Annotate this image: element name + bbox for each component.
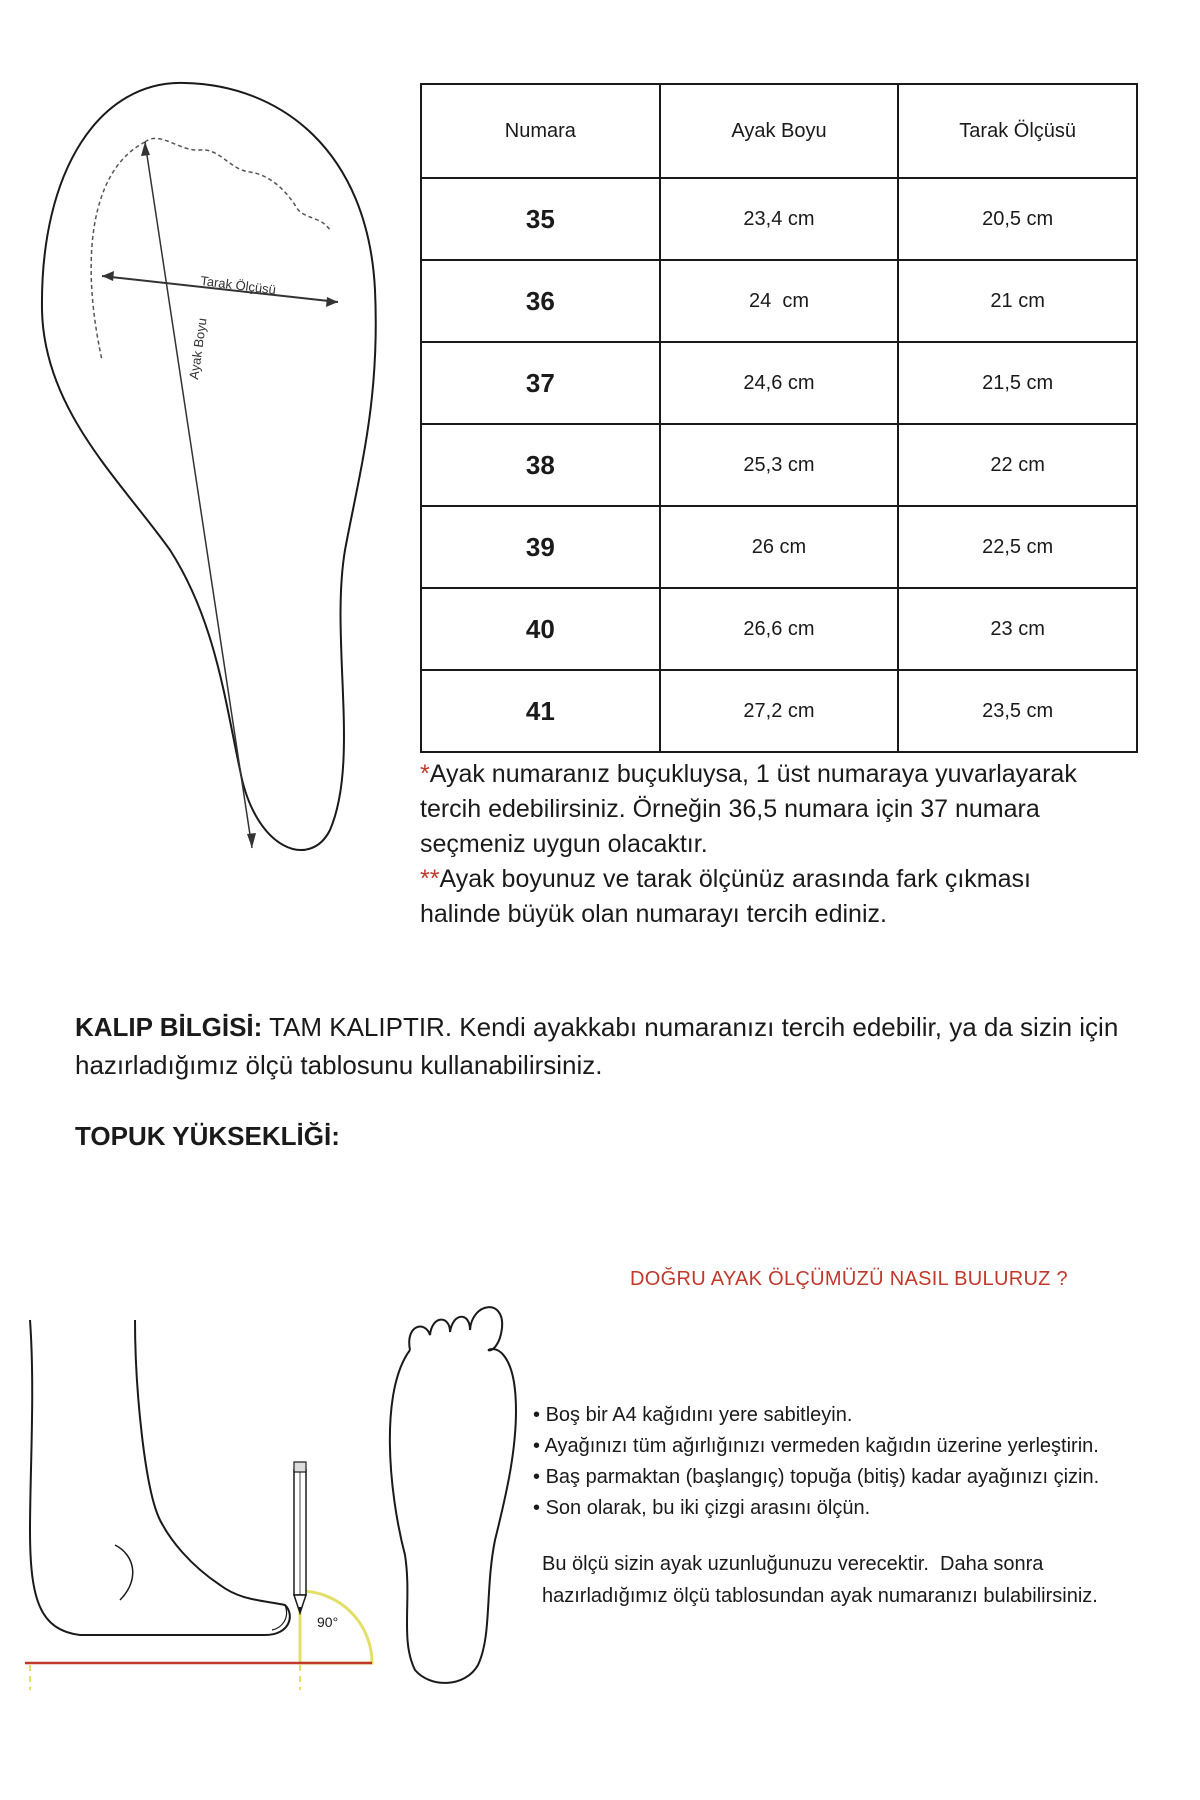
header-numara: Numara <box>421 84 660 178</box>
measurement-steps <box>533 1400 1193 1524</box>
size-number: 39 <box>421 506 660 588</box>
size-number: 41 <box>421 670 660 752</box>
width-measure: 20,5 cm <box>898 178 1137 260</box>
foot-length: 27,2 cm <box>660 670 899 752</box>
note2-line1: Ayak boyunuz ve tarak ölçünüz arasında fark çıkması <box>439 865 1031 893</box>
table-row <box>421 424 1137 506</box>
width-measure: 23,5 cm <box>898 670 1137 752</box>
size-number: 36 <box>421 260 660 342</box>
table-header-row <box>421 84 1137 178</box>
note1-line3: seçmeniz uygun olacaktır. <box>420 830 708 858</box>
table-row <box>421 670 1137 752</box>
width-measure: 23 cm <box>898 588 1137 670</box>
header-tarak-olcusu: Tarak Ölçüsü <box>898 84 1137 178</box>
foot-length: 24 cm <box>660 260 899 342</box>
size-table <box>420 83 1138 753</box>
width-measure: 22 cm <box>898 424 1137 506</box>
list-item: • Boş bir A4 kağıdını yere sabitleyin. <box>533 1400 1193 1431</box>
fit-info <box>75 1008 1165 1084</box>
size-number: 38 <box>421 424 660 506</box>
foot-length: 24,6 cm <box>660 342 899 424</box>
result-line2: hazırladığımız ölçü tablosundan ayak numaranızı bulabilirsiniz. <box>542 1585 1098 1607</box>
insole-outline-icon <box>30 80 390 870</box>
list-item: • Ayağınızı tüm ağırlığınızı vermeden kağıdın üzerine yerleştirin. <box>533 1431 1193 1462</box>
foot-length: 23,4 cm <box>660 178 899 260</box>
measurement-result-text <box>542 1548 1200 1612</box>
list-item: • Baş parmaktan (başlangıç) topuğa (bitiş) kadar ayağınızı çizin. <box>533 1462 1193 1493</box>
foot-length: 25,3 cm <box>660 424 899 506</box>
fit-info-label: KALIP BİLGİSİ: <box>75 1012 263 1042</box>
footprint-icon <box>370 1290 540 1690</box>
table-row <box>421 588 1137 670</box>
heel-height-label: TOPUK YÜKSEKLİĞİ: <box>75 1121 340 1151</box>
note2-line2: halinde büyük olan numarayı tercih ediniz. <box>420 900 887 928</box>
header-ayak-boyu: Ayak Boyu <box>660 84 899 178</box>
pencil-icon <box>294 1462 306 1613</box>
ayak-label: Ayak Boyu <box>186 317 210 381</box>
width-measure: 22,5 cm <box>898 506 1137 588</box>
note1-line2: tercih edebilirsiniz. Örneğin 36,5 numara için 37 numara <box>420 795 1040 823</box>
note2-mark: ** <box>420 865 440 893</box>
tarak-label: Tarak Ölçüsü <box>199 273 277 298</box>
note1-mark: * <box>420 760 430 788</box>
size-number: 37 <box>421 342 660 424</box>
table-row <box>421 506 1137 588</box>
size-number: 35 <box>421 178 660 260</box>
table-row <box>421 178 1137 260</box>
table-row <box>421 260 1137 342</box>
angle-label: 90° <box>317 1614 339 1630</box>
foot-length: 26 cm <box>660 506 899 588</box>
note-size-difference <box>420 862 1180 932</box>
size-number: 40 <box>421 588 660 670</box>
table-row <box>421 342 1137 424</box>
side-foot-icon <box>20 1300 380 1690</box>
width-measure: 21,5 cm <box>898 342 1137 424</box>
foot-length: 26,6 cm <box>660 588 899 670</box>
fit-info-text: TAM KALIPTIR. Kendi ayakkabı numaranızı tercih edebilir, ya da sizin için hazırladığımız ölçü tablosunu kullanabilirsiniz. <box>75 1012 1119 1080</box>
note1-line1: Ayak numaranız buçukluysa, 1 üst numaraya yuvarlayarak <box>429 760 1077 788</box>
note-half-size <box>420 757 1180 862</box>
how-to-measure-title: DOĞRU AYAK ÖLÇÜMÜZÜ NASIL BULURUZ ? <box>630 1268 1068 1290</box>
result-line1: Bu ölçü sizin ayak uzunluğunuzu verecektir. Daha sonra <box>542 1553 1044 1575</box>
list-item: • Son olarak, bu iki çizgi arasını ölçün. <box>533 1493 1193 1524</box>
width-measure: 21 cm <box>898 260 1137 342</box>
